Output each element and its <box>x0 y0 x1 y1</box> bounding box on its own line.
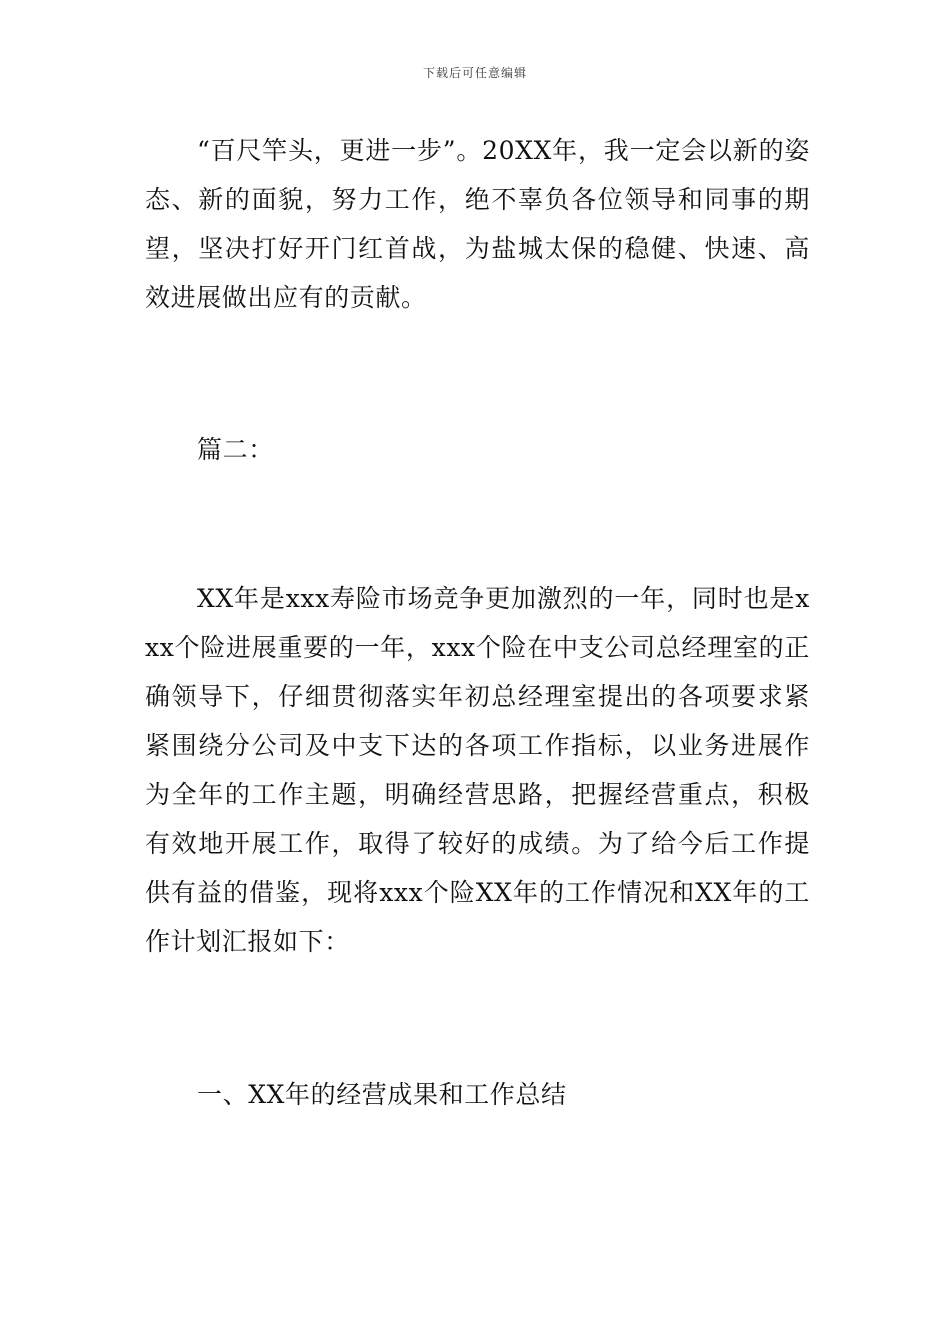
paragraph-text: “百尺竿头，更进一步”。20XX年，我一定会以新的姿态、新的面貌，努力工作，绝不辜负各位领导和同事的期望，坚决打好开门红首战，为盐城太保的稳健、快速、高效进展做出应有的贡献。 <box>145 136 810 312</box>
heading-block <box>145 1070 810 1119</box>
section-label: 篇二： <box>197 435 274 464</box>
section-label-block <box>145 425 810 474</box>
header-note: 下载后可任意编辑 <box>422 66 527 80</box>
paragraph-closing <box>145 126 810 322</box>
paragraph-intro <box>145 574 810 966</box>
section-heading: 一、XX年的经营成果和工作总结 <box>197 1080 567 1109</box>
paragraph-text: XX年是xxx寿险市场竞争更加激烈的一年，同时也是xxx个险进展重要的一年，xxx个险在中支公司总经理室的正确领导下，仔细贯彻落实年初总经理室提出的各项要求紧紧围绕分公司及中支下达的各项工作指标，以业务进展作为全年的工作主题，明确经营思路，把握经营重点，积极有效地开展工作，取得了较好的成绩。为了给今后工作提供有益的借鉴，现将xxx个险XX年的工作情况和XX年的工作计划汇报如下： <box>145 584 810 956</box>
